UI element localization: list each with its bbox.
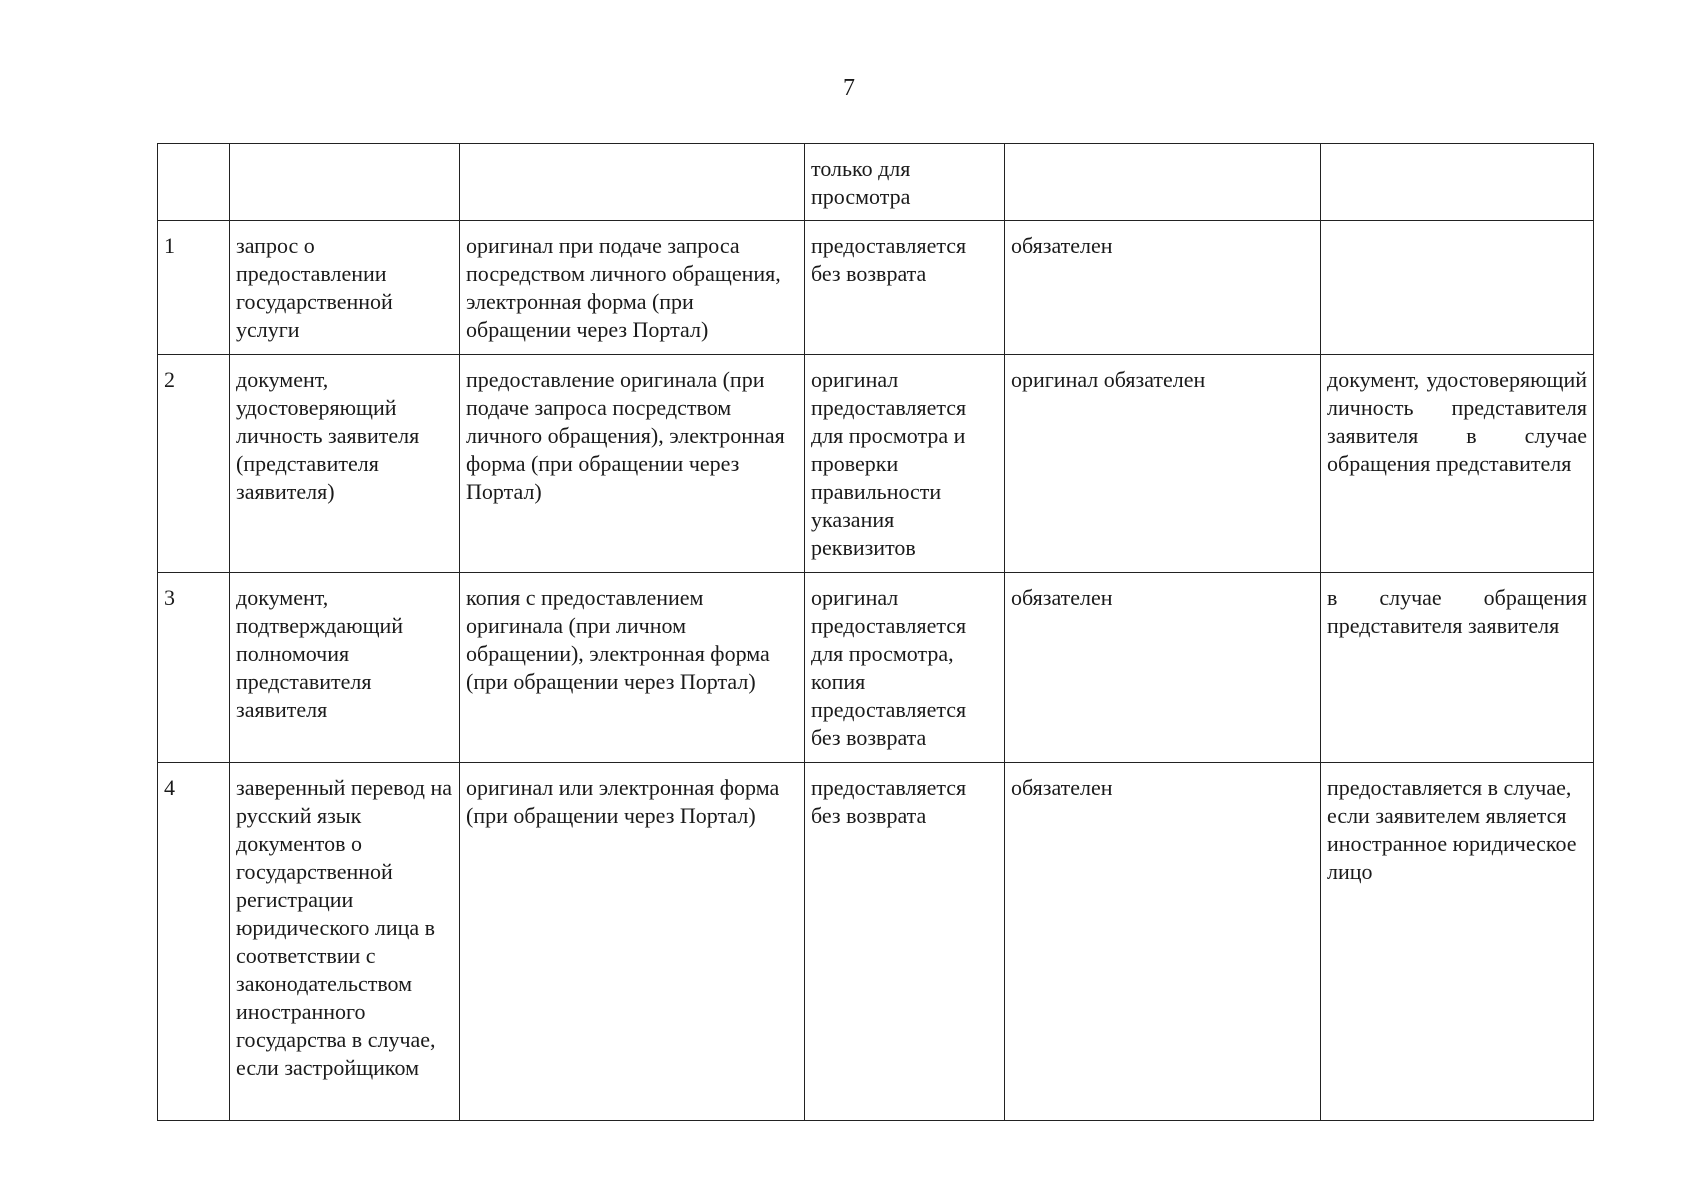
table-row — [158, 763, 1594, 1121]
cell-document-name: документ, удостоверяющий личность заявителя (представителя заявителя) — [230, 355, 460, 573]
cell-requirement — [1005, 144, 1321, 221]
cell-document-form — [460, 144, 805, 221]
cell-note: в случае обращения представителя заявителя — [1321, 573, 1594, 763]
cell-requirement: обязателен — [1005, 221, 1321, 355]
cell-requirement: обязателен — [1005, 763, 1321, 1121]
table-row — [158, 144, 1594, 221]
table-row — [158, 573, 1594, 763]
cell-note: предоставляется в случае, если заявителем является иностранное юридическое лицо — [1321, 763, 1594, 1121]
cell-number: 1 — [158, 221, 230, 355]
cell-note — [1321, 144, 1594, 221]
cell-note — [1321, 221, 1594, 355]
cell-requirement: обязателен — [1005, 573, 1321, 763]
cell-provision: предоставляется без возврата — [805, 763, 1005, 1121]
cell-number: 4 — [158, 763, 230, 1121]
cell-document-name: заверенный перевод на русский язык документов о государственной регистрации юридического лица в соответствии с законодательством иностранного государства в случае, если застройщиком — [230, 763, 460, 1121]
cell-provision: только для просмотра — [805, 144, 1005, 221]
cell-document-name: запрос о предоставлении государственной услуги — [230, 221, 460, 355]
cell-number: 3 — [158, 573, 230, 763]
page-number: 7 — [843, 75, 855, 101]
table-row — [158, 221, 1594, 355]
cell-document-name — [230, 144, 460, 221]
cell-document-name: документ, подтверждающий полномочия представителя заявителя — [230, 573, 460, 763]
table-row — [158, 355, 1594, 573]
cell-number: 2 — [158, 355, 230, 573]
cell-requirement: оригинал обязателен — [1005, 355, 1321, 573]
cell-provision: оригинал предоставляется для просмотра, копия предоставляется без возврата — [805, 573, 1005, 763]
cell-provision: оригинал предоставляется для просмотра и проверки правильности указания реквизитов — [805, 355, 1005, 573]
cell-document-form: предоставление оригинала (при подаче запроса посредством личного обращения), электронная форма (при обращении через Портал) — [460, 355, 805, 573]
cell-document-form: оригинал или электронная форма (при обращении через Портал) — [460, 763, 805, 1121]
cell-number — [158, 144, 230, 221]
cell-document-form: оригинал при подаче запроса посредством личного обращения, электронная форма (при обращении через Портал) — [460, 221, 805, 355]
documents-table — [157, 143, 1594, 1121]
cell-document-form: копия с предоставлением оригинала (при личном обращении), электронная форма (при обращении через Портал) — [460, 573, 805, 763]
cell-provision: предоставляется без возврата — [805, 221, 1005, 355]
cell-note: документ, удостоверяющий личность представителя заявителя в случае обращения представителя — [1321, 355, 1594, 573]
